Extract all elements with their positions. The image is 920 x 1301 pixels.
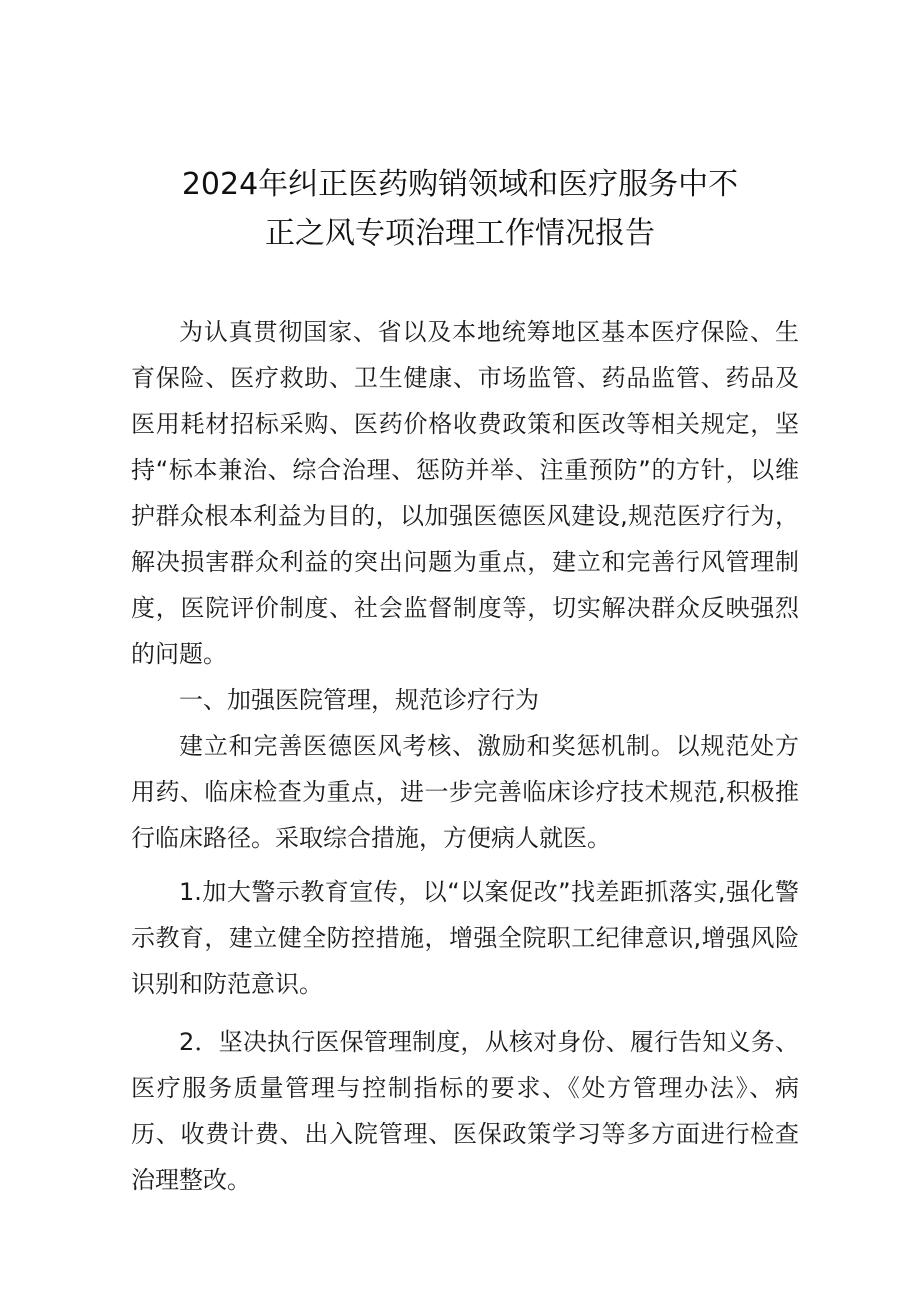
intro-paragraph: 为认真贯彻国家、省以及本地统筹地区基本医疗保险、生育保险、医疗救助、卫生健康、市场监管、药品监管、药品及医用耗材招标采购、医药价格收费政策和医改等相关规定，坚持“标本兼治、综合治理、惩防并举、注重预防”的方针，以维护群众根本利益为目的，以加强医德医风建设,规范医疗行为，解决损害群众利益的突出问题为重点，建立和完善行风管理制度，医院评价制度、社会监督制度等，切实解决群众反映强烈的问题。 xyxy=(131,318,799,668)
section-heading-1: 一、加强医院管理，规范诊疗行为 xyxy=(179,686,539,714)
item-1-paragraph: 1.加大警示教育宣传，以“以案促改”找差距抓落实,强化警示教育，建立健全防控措施，增强全院职工纪律意识,增强风险识别和防范意识。 xyxy=(131,878,799,998)
item-2-paragraph: 2．坚决执行医保管理制度，从核对身份、履行告知义务、医疗服务质量管理与控制指标的要求、《处方管理办法》、病历、收费计费、出入院管理、医保政策学习等多方面进行检查治理整改。 xyxy=(131,1028,799,1194)
title-line-1: 2024年纠正医药购销领域和医疗服务中不 xyxy=(181,167,739,202)
section-1-paragraph: 建立和完善医德医风考核、激励和奖惩机制。以规范处方用药、临床检查为重点，进一步完善临床诊疗技术规范,积极推行临床路径。采取综合措施，方便病人就医。 xyxy=(131,732,799,852)
document-body xyxy=(131,309,799,1203)
document-title xyxy=(110,160,810,258)
title-line-2: 正之风专项治理工作情况报告 xyxy=(265,216,655,251)
